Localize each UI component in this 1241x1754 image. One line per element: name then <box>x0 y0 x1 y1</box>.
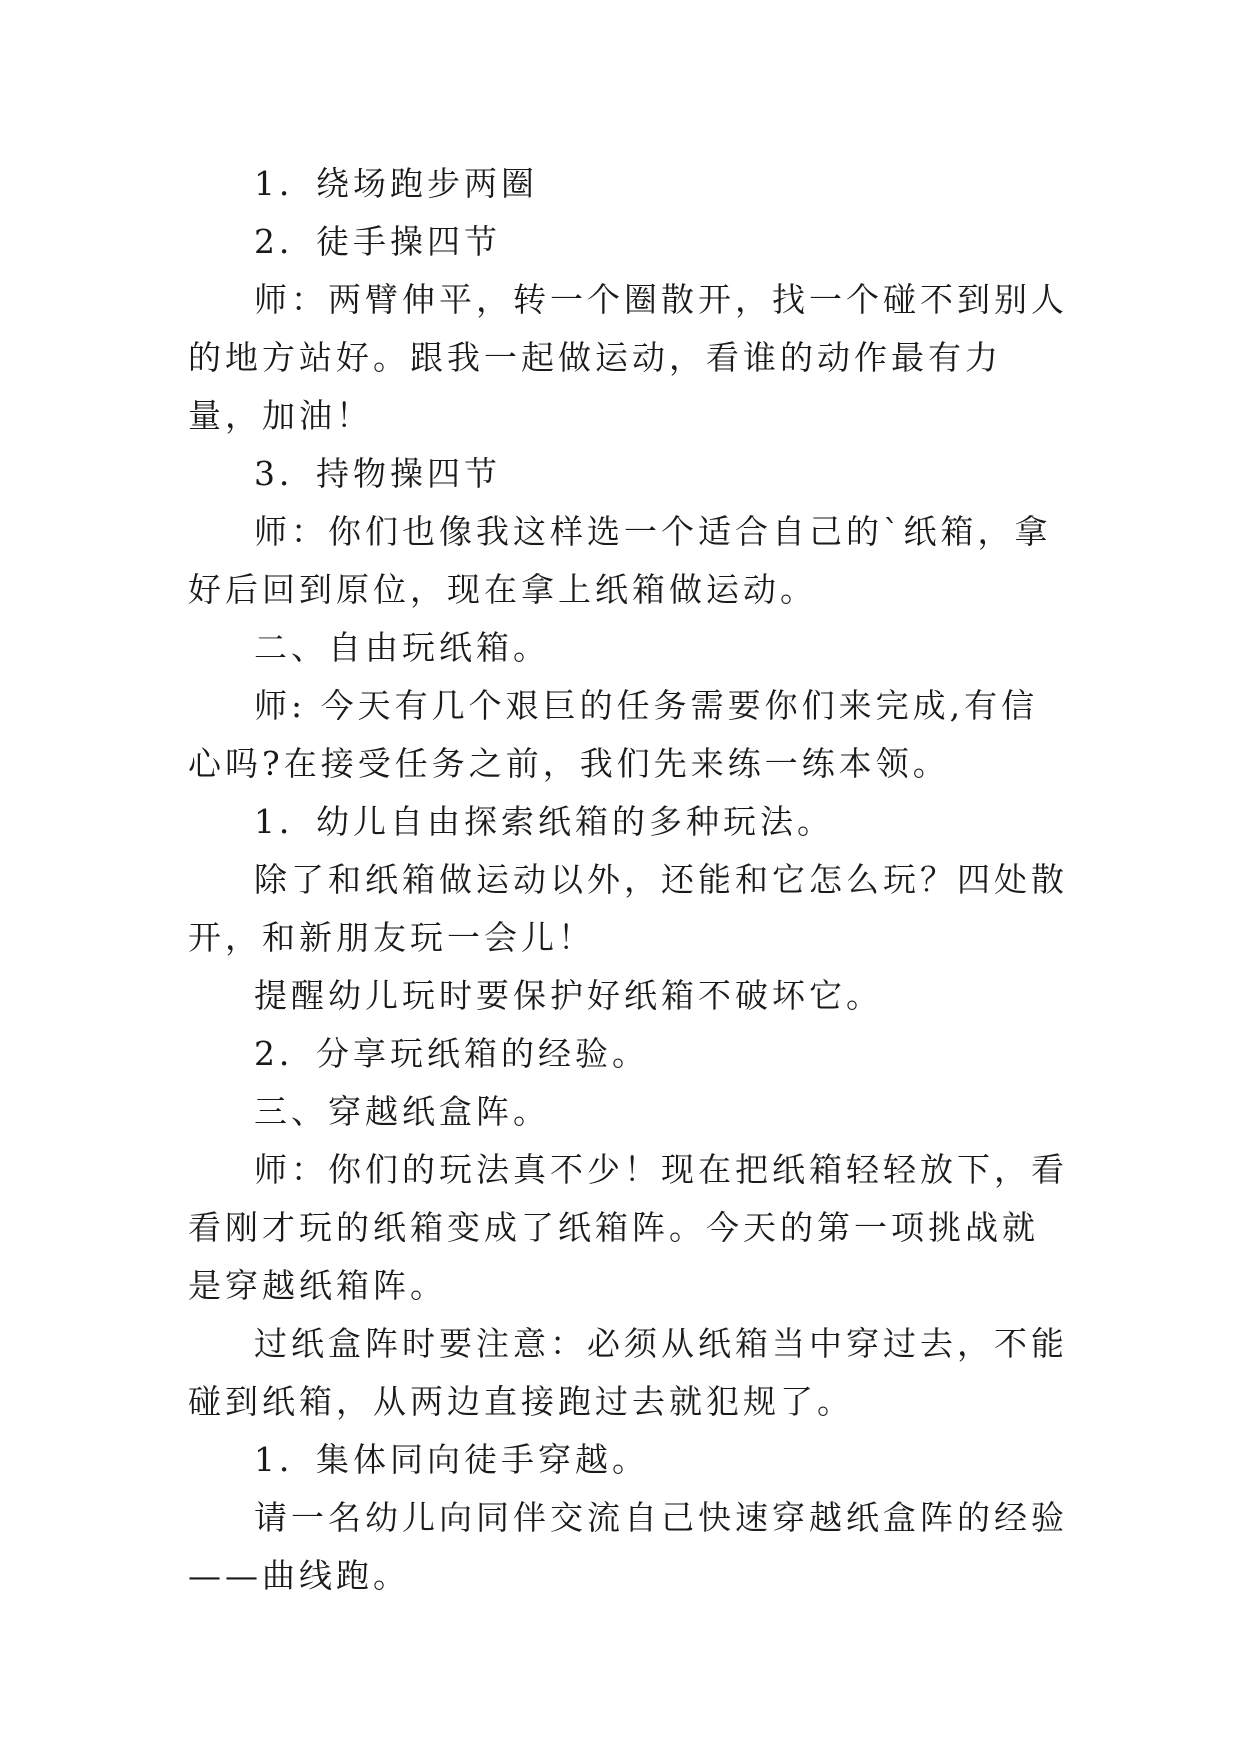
paragraph: 1．集体同向徒手穿越。 <box>254 1440 649 1479</box>
section-heading: 二、自由玩纸箱。 <box>254 628 550 667</box>
paragraph: 师: 今天有几个艰巨的任务需要你们来完成,有信心吗?在接受任务之前，我们先来练一练本领。 <box>188 686 1039 783</box>
paragraph: 过纸盒阵时要注意：必须从纸箱当中穿过去，不能碰到纸箱，从两边直接跑过去就犯规了。 <box>188 1324 1068 1421</box>
paragraph: 提醒幼儿玩时要保护好纸箱不破坏它。 <box>254 976 883 1015</box>
paragraph: 3．持物操四节 <box>254 454 501 493</box>
document-body <box>188 155 1068 1605</box>
paragraph: 除了和纸箱做运动以外，还能和它怎么玩？四处散开，和新朋友玩一会儿！ <box>188 860 1068 957</box>
paragraph: 1．绕场跑步两圈 <box>254 164 538 203</box>
paragraph: 师：两臂伸平，转一个圈散开，找一个碰不到别人的地方站好。跟我一起做运动，看谁的动作最有力量，加油！ <box>188 280 1068 435</box>
paragraph: 1．幼儿自由探索纸箱的多种玩法。 <box>254 802 834 841</box>
paragraph: 师：你们也像我这样选一个适合自己的`纸箱，拿好后回到原位，现在拿上纸箱做运动。 <box>188 512 1052 609</box>
paragraph: 师：你们的玩法真不少！现在把纸箱轻轻放下，看看刚才玩的纸箱变成了纸箱阵。今天的第一项挑战就是穿越纸箱阵。 <box>188 1150 1068 1305</box>
paragraph: 2．徒手操四节 <box>254 222 501 261</box>
paragraph: 2．分享玩纸箱的经验。 <box>254 1034 649 1073</box>
paragraph: 请一名幼儿向同伴交流自己快速穿越纸盒阵的经验——曲线跑。 <box>188 1498 1068 1595</box>
section-heading: 三、穿越纸盒阵。 <box>254 1092 550 1131</box>
